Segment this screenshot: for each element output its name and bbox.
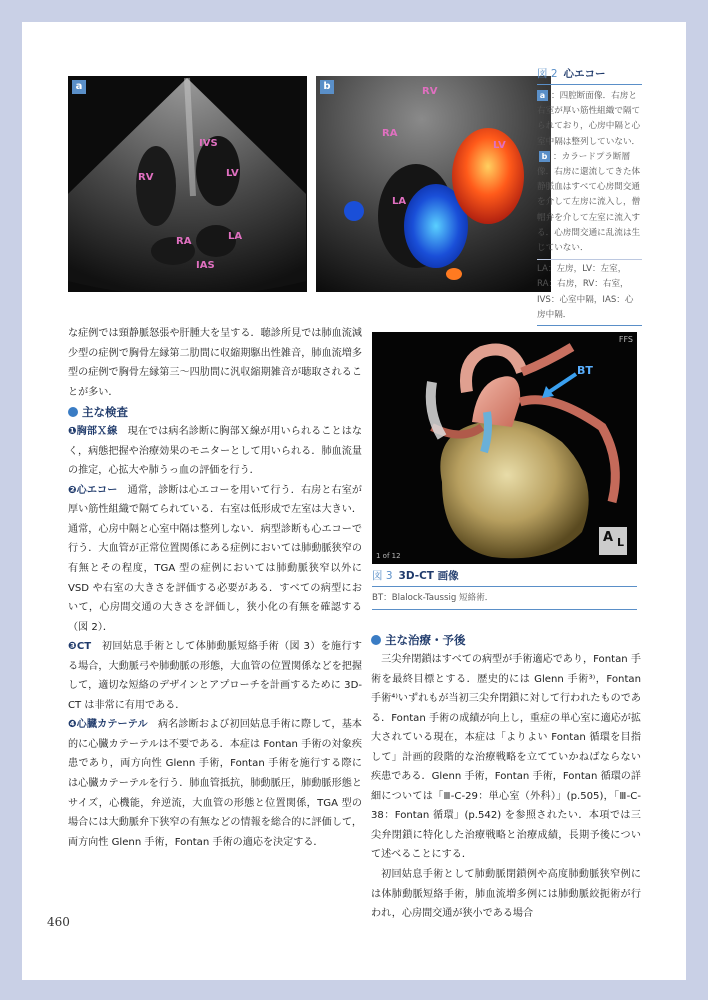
ct-slice-label: 1 of 12 bbox=[376, 552, 401, 560]
label-rv: RV bbox=[138, 172, 154, 183]
ct-image bbox=[372, 332, 637, 564]
exam-item-ct bbox=[68, 637, 362, 715]
caption-a-text: ：四腔断面像．右房と右室が厚い筋性組織で隔てられており，心房中隔と心室中隔は整列していない． bbox=[537, 91, 641, 147]
bt-arrow-icon bbox=[540, 370, 580, 400]
item-text: 現在では病名診断に胸部Ｘ線が用いられることはなく，病態把握や治療効果のモニターとして用いられる．肺血流量の推定，心拡大や肺うっ血の評価を行う． bbox=[68, 426, 363, 477]
divider bbox=[372, 609, 637, 610]
figure2-title-row bbox=[537, 66, 642, 81]
figure2-caption-text bbox=[537, 89, 642, 256]
figure2-caption bbox=[537, 66, 642, 326]
divider bbox=[372, 586, 637, 587]
section-heading-treatment bbox=[371, 630, 641, 650]
divider bbox=[537, 84, 642, 85]
figure2-abbreviations: LA：左房，LV：左室，RA：右房，RV：右室，IVS：心室中隔，IAS：心房中隔． bbox=[537, 264, 634, 320]
figure2-title: 心エコー bbox=[563, 68, 606, 80]
section-heading-text: 主な治療・予後 bbox=[385, 633, 466, 647]
item-text: 初回姑息手術として体肺動脈短絡手術（図 3）を施行する場合，大動脈弓や肺動脈の形態，大血管の位置関係などを把握して，適切な短絡のデザインとアプローチを計画するために 3D-CT は非常に有用である． bbox=[68, 641, 362, 711]
section-heading-exams bbox=[68, 402, 362, 422]
divider bbox=[537, 325, 642, 326]
ct-bt-label: BT bbox=[577, 364, 593, 377]
bullet-icon bbox=[68, 407, 78, 417]
ct-cube-a: A bbox=[603, 530, 614, 545]
bullet-icon bbox=[371, 635, 381, 645]
caption-tag-b: b bbox=[539, 151, 550, 162]
treatment-paragraph-2: 初回姑息手術として肺動脈閉鎖例や高度肺動脈狭窄例には体肺動脈短絡手術，肺血流増多例には肺動脈絞扼術が行われ，心房間交通が狭小である場合 bbox=[371, 869, 641, 920]
exam-item-echo bbox=[68, 481, 362, 637]
figure3-caption bbox=[372, 568, 637, 610]
item-text: 病名診断および初回姑息手術に際して，基本的に心臓カテーテルは不要である．本症は Fontan 手術の対象疾患であり，両方向性 Glenn 手術，Fontan 手術を施行する際には心臓カテーテルを行う．肺血管抵抗，肺動脈圧，肺動脈形態とサイズ，心機能，弁逆流，大血管の形態と位置関係，TGA 型の場合には大動脈弁下狭窄の有無などの情報を総合的に評価して，両方向性 Glenn 手術，Fontan 手術の適応を決定する． bbox=[68, 719, 363, 848]
label-lv: LV bbox=[493, 140, 506, 151]
item-title: ❶胸部Ｘ線 bbox=[68, 426, 118, 438]
page-number: 460 bbox=[47, 915, 70, 929]
figure2-label: 図 2 bbox=[537, 68, 558, 80]
item-text: 通常，診断は心エコーを用いて行う．右房と右室が厚い筋性組織で隔てられている．右室は低形成で左室は大きい．通常，心房中隔と心室中隔は整列しない．病型診断も心エコーで行う．大血管が正常位置関係にある症例においては肺動脈狭窄の有無とその程度，TGA 型の症例においては肺動脈狭窄以外に VSD や右室の大きさを評価する必要がある．すべての病型において，心房間交通の大きさを評価し，狭小化の有無を確認する（図 2）． bbox=[68, 484, 363, 633]
ct-cube-l: L bbox=[617, 536, 625, 549]
panel-tag-b: b bbox=[320, 80, 334, 94]
label-rv: RV bbox=[422, 86, 438, 97]
caption-b-text: ：カラードプラ断層像．右房に還流してきた体静脈血はすべて心房間交通を介して左房に流入し，僧帽弁を介して左室に流入する．心房間交通に乱流は生じていない． bbox=[537, 151, 641, 254]
exam-item-catheter bbox=[68, 715, 362, 852]
divider bbox=[537, 259, 642, 260]
section-heading-text: 主な検査 bbox=[82, 405, 128, 420]
figure3-label: 図 3 bbox=[372, 570, 393, 582]
figure3-title: 3D-CT 画像 bbox=[398, 570, 459, 582]
item-title: ❹心臓カテーテル bbox=[68, 719, 148, 731]
label-la: LA bbox=[228, 231, 243, 242]
item-title: ❷心エコー bbox=[68, 484, 118, 496]
right-column bbox=[371, 630, 641, 924]
label-ra: RA bbox=[176, 236, 192, 247]
ct-ffs-label: FFS bbox=[618, 335, 633, 344]
treatment-paragraph-1: 三尖弁閉鎖はすべての病型が手術適応であり，Fontan 手術を最終目標とする．歴史的には Glenn 手術³⁾，Fontan 手術⁴⁾いずれもが当初三尖弁閉鎖に対して行われたものである．Fontan 手術の成績が向上し，重症の単心室に適応が拡大されている現在，本症は「よりよい Fontan 循環を目指して」計画的段階的な治療戦略を立てていかねばならない疾患である．Glenn 手術，Fontan 手術，Fontan 循環の詳細については「Ⅲ-C-29：単心室（外科）」(p.505)，「Ⅲ-C-38：Fontan 循環」(p.542) を参照されたい．本項では三尖弁閉鎖に特化した治療戦略と治療成績，長期予後について述べることにする． bbox=[371, 654, 641, 861]
page bbox=[22, 22, 686, 980]
left-column bbox=[68, 324, 362, 852]
exam-item-xray bbox=[68, 422, 362, 481]
panel-tag-a: a bbox=[72, 80, 86, 94]
label-ivs: IVS bbox=[199, 138, 218, 149]
label-ra: RA bbox=[382, 128, 398, 139]
figure3-title-row bbox=[372, 568, 637, 583]
echo-image-b bbox=[316, 76, 551, 292]
echo-image-a bbox=[68, 76, 307, 292]
caption-tag-a: a bbox=[537, 90, 548, 101]
label-ias: IAS bbox=[196, 260, 215, 271]
label-la: LA bbox=[392, 196, 407, 207]
figure3-caption-text: BT：Blalock-Taussig 短絡術． bbox=[372, 593, 494, 603]
label-lv: LV bbox=[226, 168, 239, 179]
intro-paragraph: な症例では頸静脈怒張や肝腫大を呈する．聴診所見では肺血流減少型の症例で胸骨左縁第二肋間に収縮期駆出性雑音，肺血流増多型の症例で胸骨左縁第三～四肋間に汎収縮期雑音が聴取されることが多い． bbox=[68, 328, 362, 398]
item-title: ❸CT bbox=[68, 641, 92, 653]
